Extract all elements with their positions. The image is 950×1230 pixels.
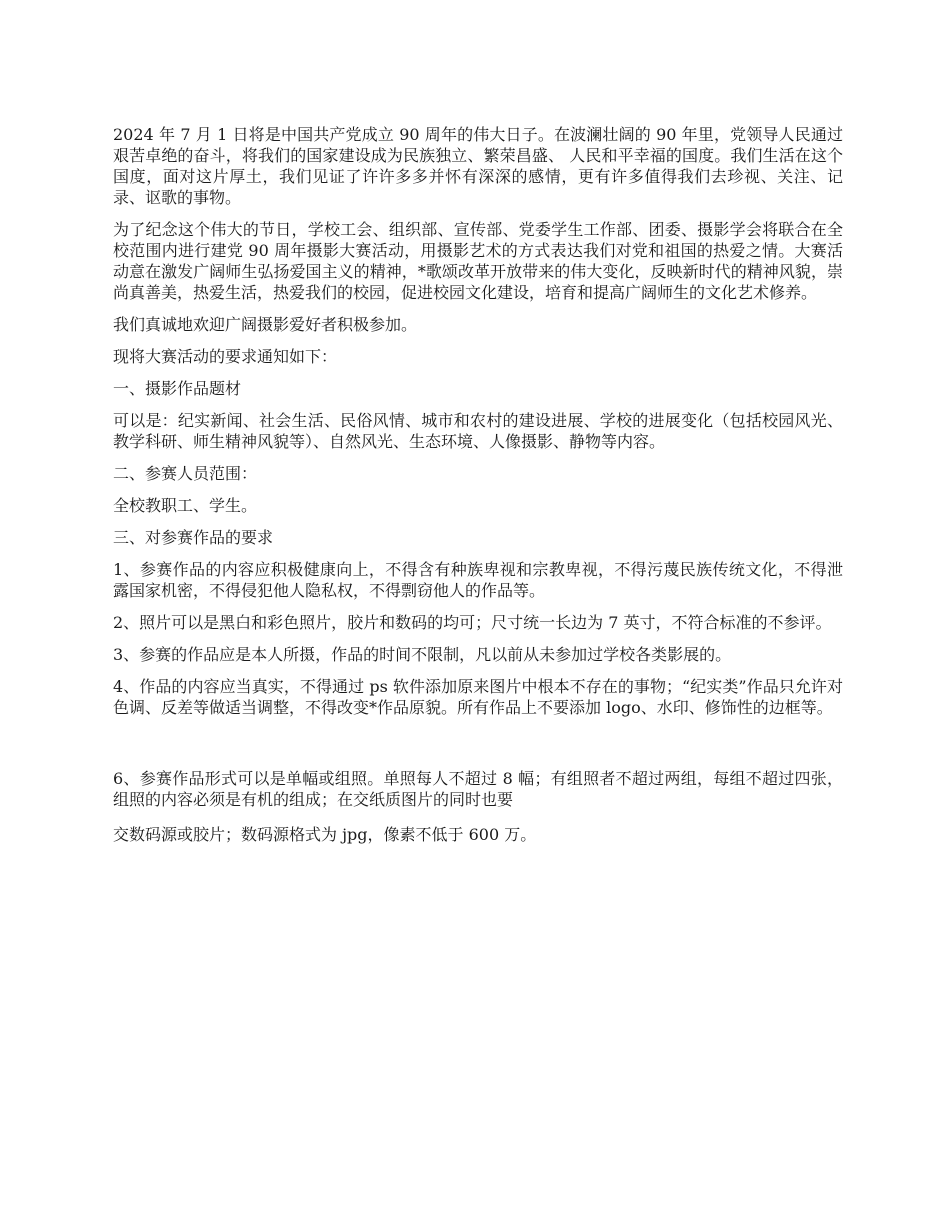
requirement-item-2: 2、照片可以是黑白和彩色照片，胶片和数码的均可；尺寸统一长边为 7 英寸，不符合标准的不参评。 [113, 613, 832, 632]
notice-intro: 现将大赛活动的要求通知如下： [113, 347, 338, 366]
purpose-paragraph: 为了纪念这个伟大的节日，学校工会、组织部、宣传部、党委学生工作部、团委、摄影学会将联合在全校范围内进行建党 90 周年摄影大赛活动，用摄影艺术的方式表达我们对党和祖国的热爱之情。大赛活动意在激发广阔师生弘扬爱国主义的精神，*歌颂改革开放带来的伟大变化，反映新时代的精神风貌，崇尚真善美，热爱生活，热爱我们的校园，促进校园文化建设，培育和提高广阔师生的文化艺术修养。 [113, 220, 843, 302]
section-heading-subject: 一、摄影作品题材 [113, 379, 242, 398]
intro-paragraph: 2024 年 7 月 1 日将是中国共产党成立 90 周年的伟大日子。在波澜壮阔的 90 年里，党领导人民通过艰苦卓绝的奋斗，将我们的国家建设成为民族独立、繁荣昌盛、 人民和平幸福的国度。我们生活在这个国度，面对这片厚土，我们见证了许许多多并怀有深深的感情，更有许多值得我们去珍视、关注、记录、讴歌的事物。 [113, 125, 843, 207]
section-heading-participants: 二、参赛人员范围： [113, 464, 258, 483]
document-page [113, 124, 843, 856]
subject-paragraph: 可以是：纪实新闻、社会生活、民俗风情、城市和农村的建设进展、学校的进展变化（包括校园风光、教学科研、师生精神风貌等）、自然风光、生态环境、人像摄影、静物等内容。 [113, 411, 843, 451]
requirement-item-1: 1、参赛作品的内容应积极健康向上，不得含有种族卑视和宗教卑视，不得污蔑民族传统文化，不得泄露国家机密，不得侵犯他人隐私权，不得剽窃他人的作品等。 [113, 560, 843, 600]
section-heading-requirements: 三、对参赛作品的要求 [113, 528, 274, 547]
requirement-item-3: 3、参赛的作品应是本人所摄，作品的时间不限制，凡以前从未参加过学校各类影展的。 [113, 645, 732, 664]
welcome-paragraph: 我们真诚地欢迎广阔摄影爱好者积极参加。 [113, 315, 418, 334]
participants-paragraph: 全校教职工、学生。 [113, 496, 258, 515]
requirement-item-6-continued: 交数码源或胶片；数码源格式为 jpg，像素不低于 600 万。 [113, 825, 537, 844]
requirement-item-6: 6、参赛作品形式可以是单幅或组照。单照每人不超过 8 幅；有组照者不超过两组，每组不超过四张，组照的内容必须是有机的组成；在交纸质图片的同时也要 [113, 769, 843, 809]
requirement-item-4: 4、作品的内容应当真实，不得通过 ps 软件添加原来图片中根本不存在的事物；“纪实类”作品只允许对色调、反差等做适当调整，不得改变*作品原貌。所有作品上不要添加 logo、水印、修饰性的边框等。 [113, 677, 843, 717]
